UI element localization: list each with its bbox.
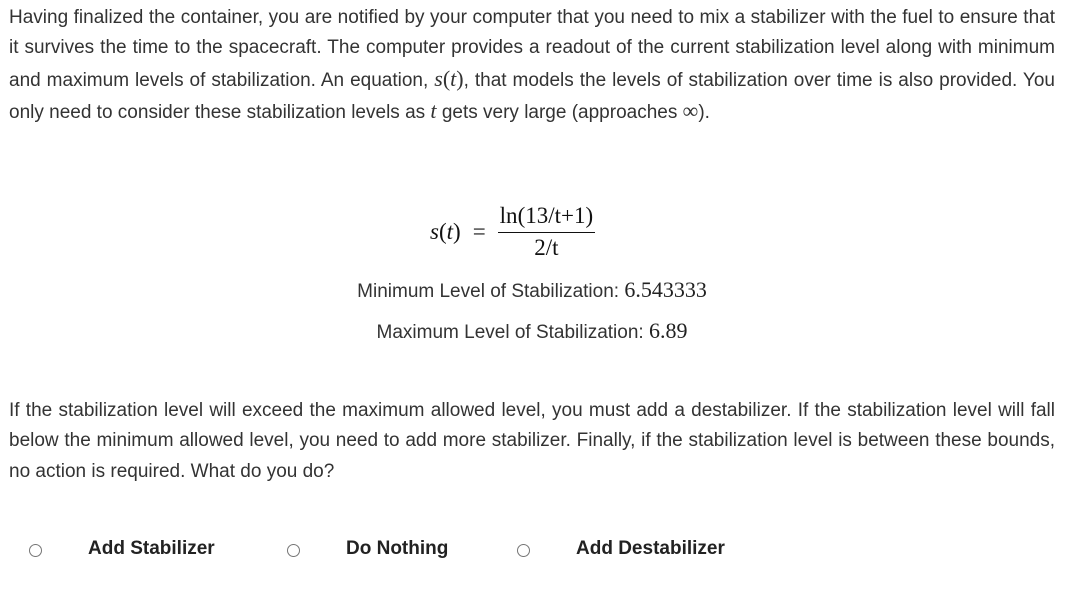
stabilization-equation [430,202,595,262]
choice-add-stabilizer[interactable] [29,535,215,565]
equation-denominator: 2/t [534,235,559,260]
function-name: s [434,65,443,91]
numerator-arg: (13/t+1) [517,203,594,228]
problem-intro [9,3,1055,129]
choice-label-add-destabilizer[interactable]: Add Destabilizer [576,538,725,559]
intro-text-part: ). [698,102,710,124]
radio-add-destabilizer[interactable] [517,544,530,557]
intro-text-part: gets very large (approaches [436,102,683,124]
max-level-label: Maximum Level of Stabilization: [376,322,649,343]
radio-add-stabilizer[interactable] [29,544,42,557]
equation-lhs: s(t) [430,219,461,244]
minimum-level-readout [0,277,1064,303]
radio-do-nothing[interactable] [287,544,300,557]
answer-choices [0,535,1085,565]
infinity-symbol: ∞ [682,98,699,124]
equation-equals: = [472,219,486,244]
min-level-label: Minimum Level of Stabilization: [357,281,625,302]
choice-add-destabilizer[interactable] [517,535,725,565]
choice-do-nothing[interactable] [287,535,449,565]
choice-label-do-nothing[interactable]: Do Nothing [346,538,449,559]
equation-lhs-fn: s [430,219,439,244]
instructions-text: If the stabilization level will exceed the maximum allowed level, you must add a destabilizer. If the stabilization level will fall below the minimum allowed level, you need to add more stabilizer. Finally, if the stabilization level is between these bounds, no action is required. What do you do? [9,400,1055,482]
paren-open: ( [442,65,451,91]
paren-close: ) [456,65,464,91]
intro-text-part: Having finalized the container, you are notified by your computer that you need to mix a stabilizer with the fuel to ensure that it survives the time to the spacecraft. The computer provides a readout of the current stabilization level along with minimum and maximum levels of stabilization. An equation, [9,7,1055,91]
variable-t: t [430,98,437,124]
function-argument: t [450,65,457,91]
min-level-value: 6.543333 [624,277,707,302]
max-level-value: 6.89 [648,318,688,343]
numerator-fn: ln [499,203,518,228]
equation-fraction [498,202,595,262]
equation-numerator [498,202,595,233]
choice-label-add-stabilizer[interactable]: Add Stabilizer [88,538,215,559]
equation-lhs-var: t [446,219,454,244]
intro-text-part: , that models the levels of stabilization over time is also provided. You only need to consider these stabilization levels as [9,69,1055,124]
maximum-level-readout [0,318,1064,344]
